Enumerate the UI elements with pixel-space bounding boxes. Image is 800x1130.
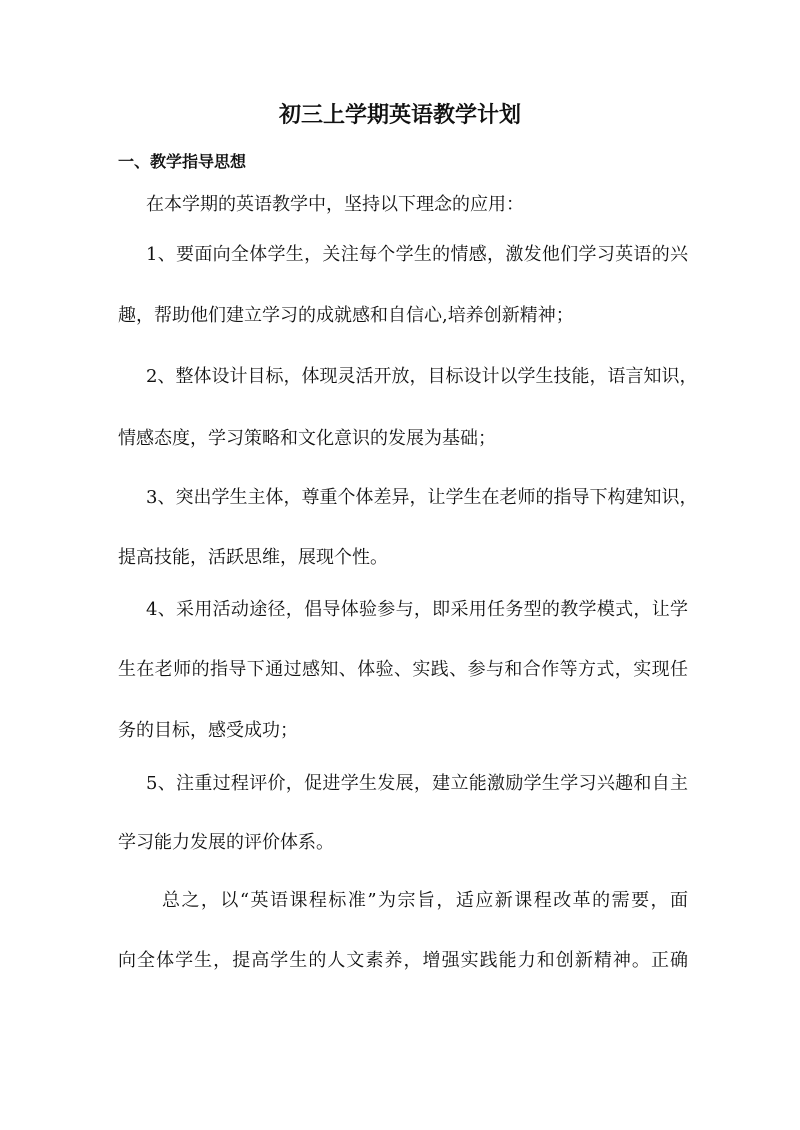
point-5-line-1: 5、注重过程评价，促进学生发展，建立能激励学生学习兴趣和自主	[146, 773, 688, 794]
point-3-line-2: 提高技能，活跃思维，展现个性。	[118, 547, 388, 568]
summary-line-2: 向全体学生，提高学生的人文素养，增强实践能力和创新精神。正确	[118, 950, 688, 971]
intro-line: 在本学期的英语教学中，坚持以下理念的应用：	[146, 194, 524, 215]
point-1-line-1: 1、要面向全体学生，关注每个学生的情感，激发他们学习英语的兴	[146, 244, 688, 265]
point-4-line-2: 生在老师的指导下通过感知、体验、实践、参与和合作等方式，实现任	[118, 659, 688, 680]
document-title: 初三上学期英语教学计划	[278, 103, 521, 128]
point-5-line-2: 学习能力发展的评价体系。	[118, 832, 334, 853]
point-2-line-1: 2、整体设计目标，体现灵活开放，目标设计以学生技能，语言知识，	[146, 366, 698, 387]
point-4-line-1: 4、采用活动途径，倡导体验参与，即采用任务型的教学模式，让学	[146, 599, 688, 620]
summary-line-1: 总之，以“英语课程标准”为宗旨，适应新课程改革的需要，面	[162, 890, 688, 911]
point-1-line-2: 趣，帮助他们建立学习的成就感和自信心,培养创新精神；	[118, 305, 574, 326]
point-3-line-1: 3、突出学生主体，尊重个体差异，让学生在老师的指导下构建知识，	[146, 487, 698, 508]
point-4-line-3: 务的目标，感受成功；	[118, 720, 298, 741]
section-heading: 一、教学指导思想	[118, 152, 247, 171]
point-2-line-2: 情感态度，学习策略和文化意识的发展为基础；	[118, 428, 496, 449]
